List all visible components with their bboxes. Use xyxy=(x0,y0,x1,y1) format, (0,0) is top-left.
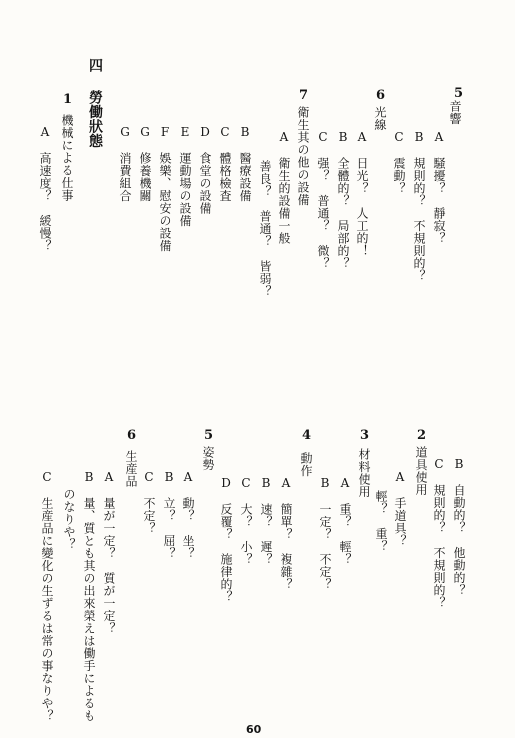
heading-sanitation: 衛生其の他の設備 xyxy=(296,106,310,206)
item-sanitation-e: E 運動場の設備 xyxy=(178,125,192,227)
item-posture-c: C 不定？ xyxy=(142,470,156,535)
subsection-number-6: 6 xyxy=(124,428,139,444)
item-sanitation-d: D 食堂の設備 xyxy=(198,125,212,215)
heading-products: 生産品 xyxy=(124,450,138,488)
item-machine-a: A 高速度？ 緩慢？ xyxy=(38,125,52,252)
chapter-number: 四 xyxy=(87,58,103,73)
item-posture-b: B 立？ 屈？ xyxy=(162,470,176,560)
item-machine-c: C 規則的？ 不規則的？ xyxy=(432,457,446,609)
section-number-6: 6 xyxy=(373,88,388,104)
item-light-c: C 强？ 普通？ 微？ xyxy=(316,130,330,270)
item-sanitation-g1: G 修養機關 xyxy=(138,125,152,202)
item-motion-c: C 大？ 小？ xyxy=(239,476,253,566)
item-sanitation-f: F 娛樂、慰安の設備 xyxy=(158,125,172,252)
subsection-number-2: 2 xyxy=(414,428,429,444)
heading-material-use: 材料使用 xyxy=(357,448,371,498)
item-tool-a-sub: 輕？ 重？ xyxy=(374,490,388,553)
item-material-b: B 一定？ 不定？ xyxy=(318,476,332,591)
heading-motion: 動作 xyxy=(299,452,313,477)
item-sanitation-b: B 醫療設備 xyxy=(238,125,252,202)
subsection-number-1: 1 xyxy=(60,92,75,108)
item-light-a: A 日光？ 人工的！ xyxy=(355,130,369,257)
heading-sound: 音響 xyxy=(448,100,462,125)
item-sanitation-g2: G 消費組合 xyxy=(118,125,132,202)
heading-machine-work: 機械による仕事 xyxy=(60,114,74,202)
item-light-b: B 全體的？ 局部的？ xyxy=(336,130,350,270)
subsection-number-4: 4 xyxy=(299,428,314,444)
subsection-number-5: 5 xyxy=(201,428,216,444)
item-sanitation-a-sub: 善良？ 普通？ 皆弱？ xyxy=(258,160,272,298)
item-material-a: A 重？ 輕？ xyxy=(338,476,352,566)
item-sound-a: A 騒擾？ 靜寂？ xyxy=(432,130,446,245)
item-motion-b: B 速？ 遲？ xyxy=(259,476,273,566)
subsection-number-3: 3 xyxy=(357,428,372,444)
section-number-5: 5 xyxy=(451,86,466,102)
item-sanitation-c: C 體格檢査 xyxy=(218,125,232,202)
heading-light: 光線 xyxy=(373,106,387,131)
heading-posture: 姿勢 xyxy=(201,446,215,471)
chapter-title-labour-conditions: 勞働狀態 xyxy=(87,90,103,148)
item-tool-a: A 手道具？ xyxy=(393,470,407,547)
heading-tool-use: 道具使用 xyxy=(414,446,428,496)
item-products-c: C 生産品に變化の生ずるは常の事なりや？ xyxy=(40,470,54,722)
item-products-b-cont: のなりや？ xyxy=(62,488,76,551)
item-products-b: B 量、質とも其の出來榮えは働手によるも xyxy=(82,470,96,722)
item-machine-b: B 自動的？ 他動的？ xyxy=(452,457,466,597)
item-motion-a: A 簡單？ 複雜？ xyxy=(279,476,293,591)
item-motion-d: D 反覆？ 施律的？ xyxy=(219,476,233,603)
item-sound-c: C 震動？ xyxy=(392,130,406,195)
page-number: 60 xyxy=(246,723,262,736)
section-number-7: 7 xyxy=(296,88,311,104)
item-products-a: A 量が一定？ 質が一定？ xyxy=(102,470,116,635)
item-sanitation-a: A 衛生的設備一般 xyxy=(277,130,291,245)
item-sound-b: B 規則的？ 不規則的？ xyxy=(412,130,426,282)
item-posture-a: A 動？ 坐？ xyxy=(181,470,195,560)
